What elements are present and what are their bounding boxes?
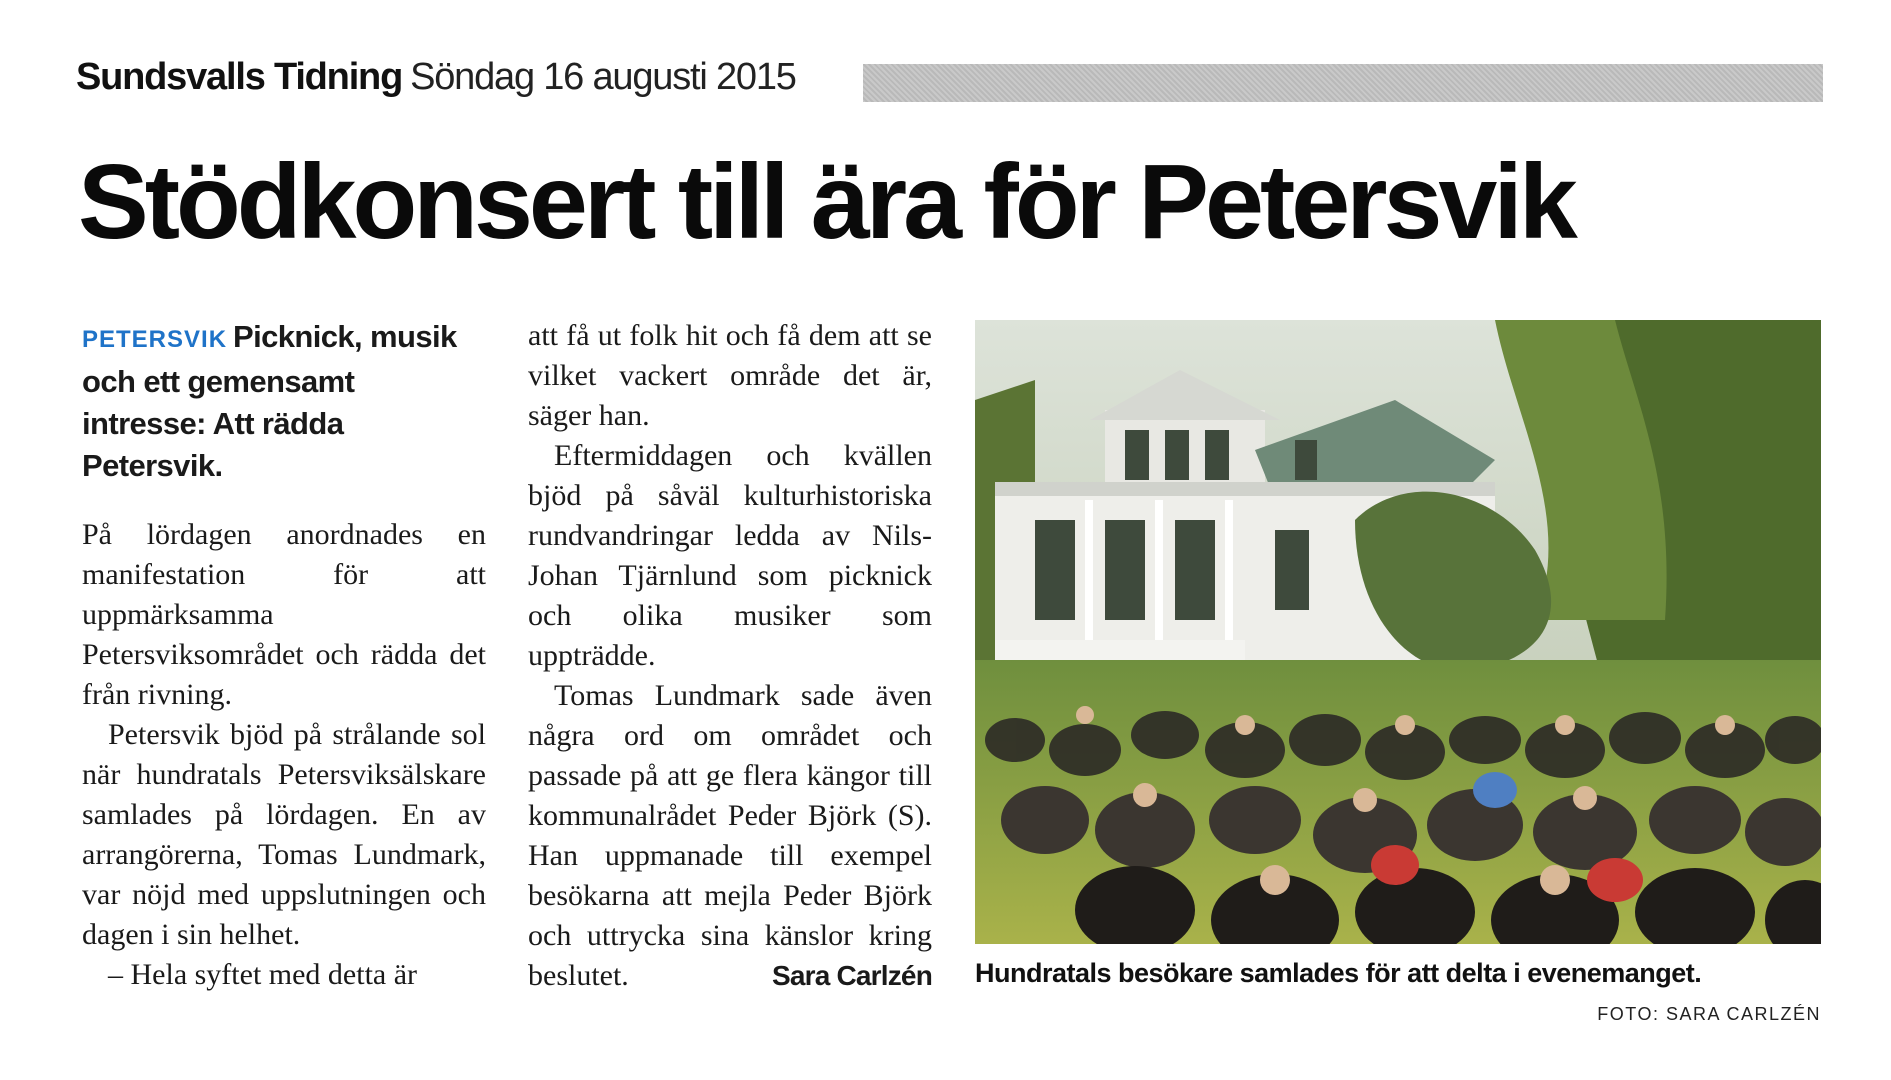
dateline: PETERSVIK <box>82 326 228 353</box>
body-paragraph: Petersvik bjöd på strålande sol när hundratals Petersviksälskare samlades på lördagen. En av arrangörerna, Tomas Lundmark, var nöjd med uppslutningen och dagen i sin helhet. <box>82 718 486 951</box>
article-headline: Stödkonsert till ära för Petersvik <box>78 143 1574 261</box>
masthead-grey-bar <box>863 64 1823 102</box>
article-photo <box>975 320 1821 944</box>
body-paragraph: – Hela syftet med detta är <box>108 958 418 991</box>
article-column-1 <box>82 316 486 995</box>
body-paragraph: På lördagen anordnades en manifestation för att uppmärksamma Petersviksområdet och rädda det från rivning. <box>82 518 486 711</box>
body-paragraph <box>528 676 932 996</box>
lead-text: Picknick, musik och ett gemensamt intresse: Att rädda Petersvik. <box>82 319 457 483</box>
publication-date: Söndag 16 augusti 2015 <box>410 56 796 98</box>
article-column-2 <box>528 316 932 996</box>
newspaper-name: Sundsvalls Tidning <box>76 56 403 98</box>
body-paragraph: Eftermiddagen och kvällen bjöd på såväl kulturhistoriska rundvandringar ledda av Nils-Johan Tjärnlund som picknick och olika musiker som uppträdde. <box>528 439 932 672</box>
photo-caption: Hundratals besökare samlades för att delta i evenemanget. <box>975 958 1702 988</box>
byline: Sara Carlzén <box>771 960 932 991</box>
photo-illustration <box>975 320 1821 944</box>
photo-credit: FOTO: SARA CARLZÉN <box>1597 1004 1821 1024</box>
article-lead <box>82 316 486 487</box>
body-paragraph-text: Tomas Lundmark sade även några ord om området och passade på att ge flera kängor till kommunalrådet Peder Björk (S). Han uppmanade till exempel besökarna att mejla Peder Björk och uttrycka sina känslor kring beslutet. <box>528 679 932 992</box>
body-paragraph: att få ut folk hit och få dem att se vilket vackert område det är, säger han. <box>528 319 932 432</box>
masthead <box>76 56 796 106</box>
